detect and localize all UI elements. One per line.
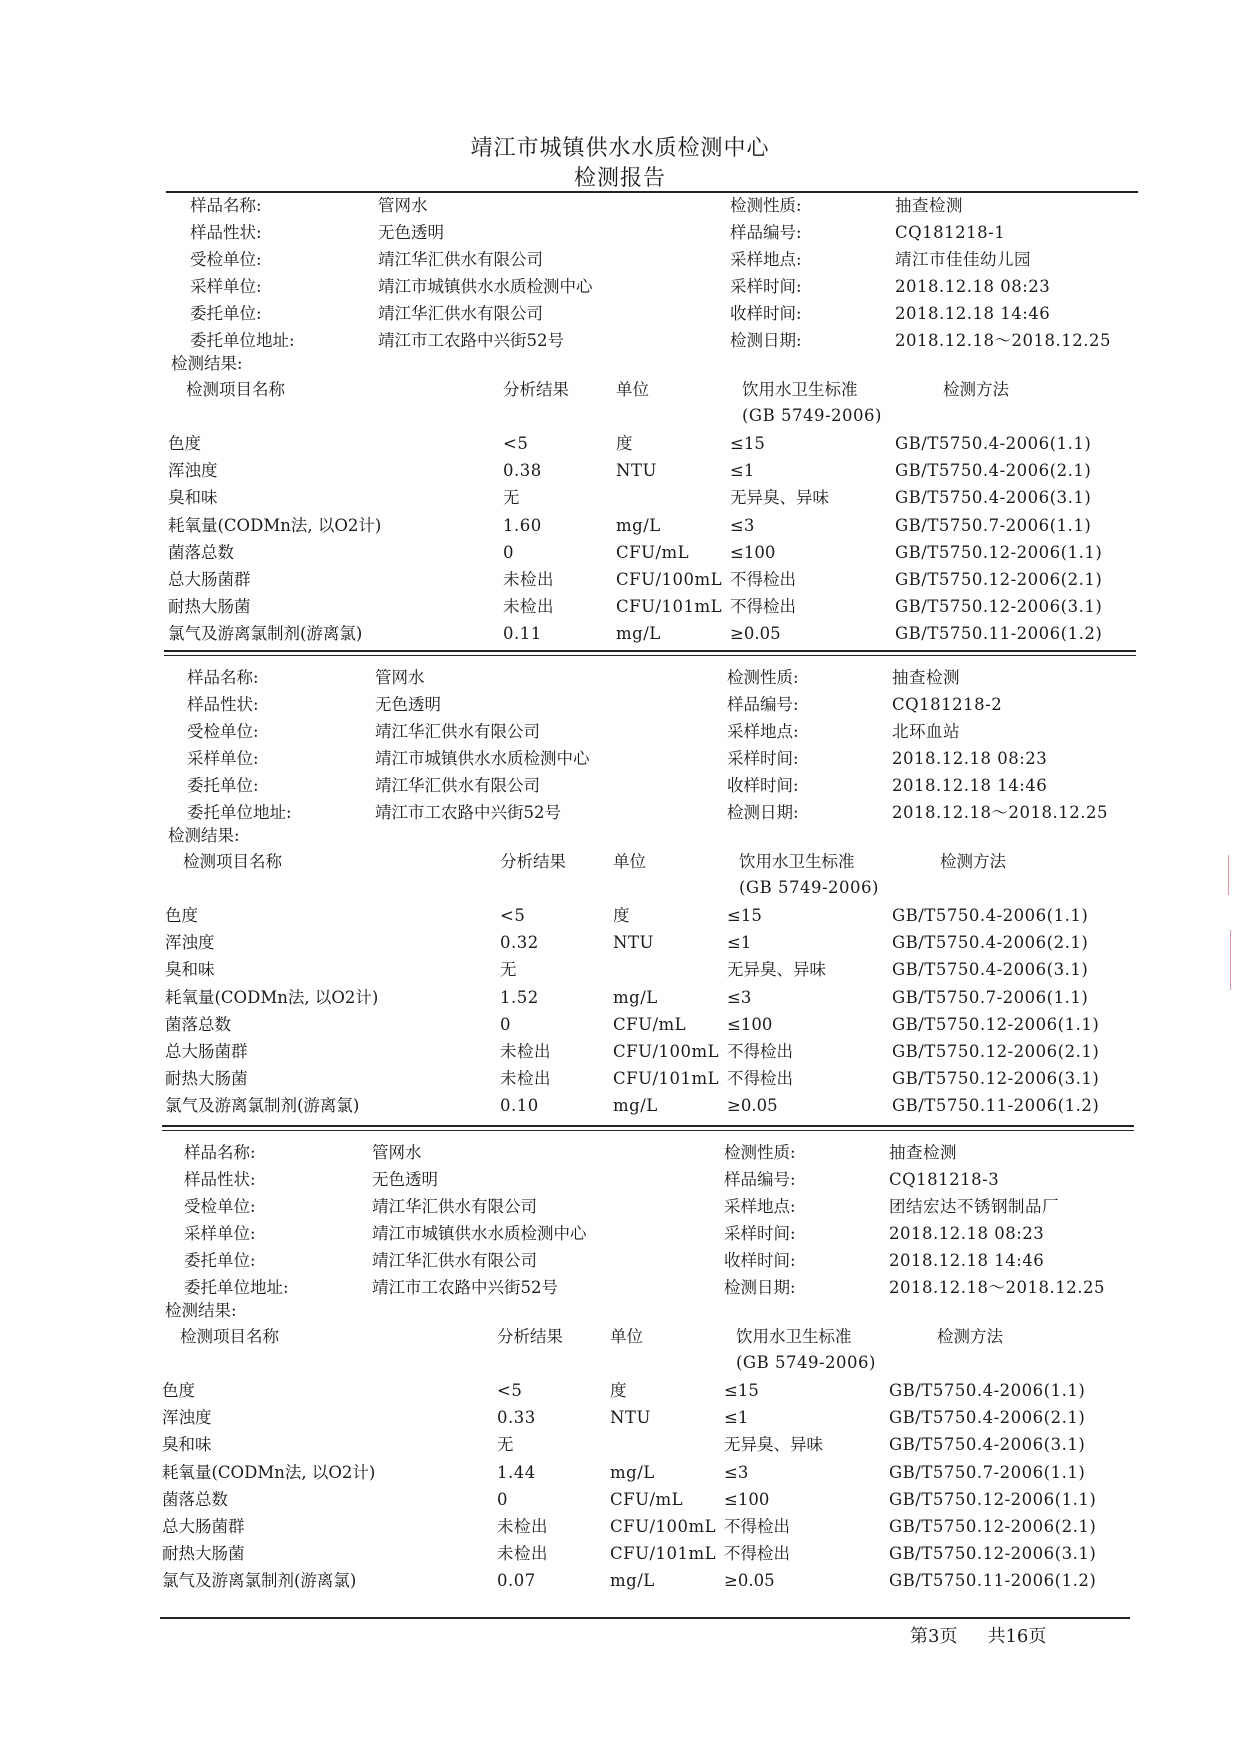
row-item: 浑浊度 (168, 461, 218, 480)
row-method: GB/T5750.12-2006(2.1) (889, 1517, 1097, 1536)
client-unit-label: 委托单位: (187, 776, 259, 795)
col-header-standard: 饮用水卫生标准 (736, 1327, 852, 1346)
sampling-unit-label: 采样单位: (190, 277, 262, 296)
top-rule (166, 191, 1138, 193)
sampling-time-value: 2018.12.18 08:23 (895, 277, 1051, 296)
row-item: 耗氧量(CODMn法, 以O2计) (168, 516, 382, 535)
row-unit: CFU/100mL (616, 570, 723, 589)
client-unit-label: 委托单位: (184, 1251, 256, 1270)
row-item: 色度 (168, 434, 201, 453)
row-result: 0.10 (500, 1096, 539, 1115)
row-unit: mg/L (613, 1096, 658, 1115)
row-standard: ≤15 (727, 906, 762, 925)
client-address-value: 靖江市工农路中兴街52号 (375, 803, 561, 822)
row-method: GB/T5750.4-2006(3.1) (895, 488, 1092, 507)
client-address-label: 委托单位地址: (184, 1278, 289, 1297)
row-method: GB/T5750.7-2006(1.1) (895, 516, 1092, 535)
row-item: 耗氧量(CODMn法, 以O2计) (162, 1463, 376, 1482)
row-method: GB/T5750.4-2006(1.1) (892, 906, 1089, 925)
row-item: 氯气及游离氯制剂(游离氯) (168, 624, 363, 643)
row-item: 菌落总数 (162, 1490, 228, 1509)
col-header-result: 分析结果 (500, 852, 566, 871)
sample-name-label: 样品名称: (187, 668, 259, 687)
sampling-site-label: 采样地点: (730, 250, 802, 269)
row-standard: ≤1 (727, 933, 752, 952)
sampling-site-label: 采样地点: (724, 1197, 796, 1216)
sampling-unit-label: 采样单位: (187, 749, 259, 768)
sample-trait-value: 无色透明 (375, 695, 441, 714)
test-nature-value: 抽查检测 (889, 1143, 957, 1162)
row-unit: NTU (613, 933, 654, 952)
row-unit: 度 (610, 1381, 627, 1400)
row-standard: ≤15 (724, 1381, 759, 1400)
row-result: 未检出 (497, 1517, 548, 1536)
col-header-unit: 单位 (613, 852, 646, 871)
row-standard: ≤15 (730, 434, 765, 453)
row-standard: 不得检出 (730, 597, 796, 616)
receiving-time-value: 2018.12.18 14:46 (892, 776, 1048, 795)
row-standard: ≤3 (724, 1463, 749, 1482)
row-item: 耐热大肠菌 (162, 1544, 245, 1563)
row-standard: ≤3 (730, 516, 755, 535)
row-method: GB/T5750.4-2006(1.1) (889, 1381, 1086, 1400)
row-result: 0 (503, 543, 514, 562)
sampling-unit-value: 靖江市城镇供水水质检测中心 (375, 749, 590, 768)
row-standard: ≥0.05 (727, 1096, 778, 1115)
receiving-time-value: 2018.12.18 14:46 (895, 304, 1051, 323)
row-method: GB/T5750.12-2006(1.1) (895, 543, 1103, 562)
row-unit: mg/L (616, 516, 661, 535)
row-item: 耗氧量(CODMn法, 以O2计) (165, 988, 379, 1007)
test-nature-label: 检测性质: (724, 1143, 796, 1162)
row-result: 0.33 (497, 1408, 536, 1427)
row-method: GB/T5750.4-2006(1.1) (895, 434, 1092, 453)
row-method: GB/T5750.11-2006(1.2) (892, 1096, 1100, 1115)
sampling-site-value: 北环血站 (892, 722, 960, 741)
row-standard: 无异臭、异味 (727, 960, 826, 979)
page-number: 第3页 (910, 1626, 958, 1647)
row-method: GB/T5750.12-2006(3.1) (889, 1544, 1097, 1563)
row-result: 未检出 (497, 1544, 548, 1563)
sampling-unit-value: 靖江市城镇供水水质检测中心 (378, 277, 593, 296)
row-unit: CFU/101mL (616, 597, 723, 616)
sample-trait-label: 样品性状: (184, 1170, 256, 1189)
row-standard: ≤3 (727, 988, 752, 1007)
receiving-time-value: 2018.12.18 14:46 (889, 1251, 1045, 1270)
client-address-label: 委托单位地址: (187, 803, 292, 822)
col-header-item: 检测项目名称 (180, 1327, 279, 1346)
row-item: 色度 (165, 906, 198, 925)
row-standard: 无异臭、异味 (730, 488, 829, 507)
sample-no-label: 样品编号: (727, 695, 799, 714)
col-header-item: 检测项目名称 (183, 852, 282, 871)
row-result: 0 (500, 1015, 511, 1034)
receiving-time-label: 收样时间: (724, 1251, 796, 1270)
client-unit-label: 委托单位: (190, 304, 262, 323)
row-result: 0.07 (497, 1571, 536, 1590)
col-header-result: 分析结果 (503, 380, 569, 399)
sampling-site-label: 采样地点: (727, 722, 799, 741)
col-header-method: 检测方法 (943, 380, 1009, 399)
inspected-unit-label: 受检单位: (190, 250, 262, 269)
row-result: 未检出 (500, 1042, 551, 1061)
row-item: 色度 (162, 1381, 195, 1400)
col-header-standard-ref: (GB 5749-2006) (742, 406, 882, 425)
row-item: 耐热大肠菌 (165, 1069, 248, 1088)
inspected-unit-value: 靖江华汇供水有限公司 (372, 1197, 537, 1216)
client-address-value: 靖江市工农路中兴街52号 (372, 1278, 558, 1297)
col-header-method: 检测方法 (940, 852, 1006, 871)
col-header-unit: 单位 (616, 380, 649, 399)
row-result: 未检出 (503, 570, 554, 589)
sample-name-label: 样品名称: (184, 1143, 256, 1162)
row-item: 臭和味 (162, 1435, 212, 1454)
sample-trait-label: 样品性状: (187, 695, 259, 714)
row-item: 总大肠菌群 (168, 570, 251, 589)
sampling-unit-label: 采样单位: (184, 1224, 256, 1243)
row-result: 未检出 (500, 1069, 551, 1088)
row-standard: ≤100 (730, 543, 776, 562)
col-header-method: 检测方法 (937, 1327, 1003, 1346)
report-org-title: 靖江市城镇供水水质检测中心 (470, 136, 770, 161)
sampling-time-label: 采样时间: (727, 749, 799, 768)
test-date-label: 检测日期: (727, 803, 799, 822)
row-result: 无 (497, 1435, 514, 1454)
sample-block-3 (162, 1143, 1147, 1608)
col-header-standard-ref: (GB 5749-2006) (736, 1353, 876, 1372)
row-item: 臭和味 (168, 488, 218, 507)
row-item: 总大肠菌群 (165, 1042, 248, 1061)
row-method: GB/T5750.4-2006(2.1) (889, 1408, 1086, 1427)
row-result: 无 (503, 488, 520, 507)
row-result: 0 (497, 1490, 508, 1509)
sample-no-value: CQ181218-1 (895, 223, 1006, 242)
report-title: 检测报告 (573, 166, 666, 191)
row-standard: 不得检出 (727, 1042, 793, 1061)
row-standard: 不得检出 (727, 1069, 793, 1088)
sampling-time-value: 2018.12.18 08:23 (889, 1224, 1045, 1243)
row-method: GB/T5750.12-2006(2.1) (895, 570, 1103, 589)
row-standard: ≥0.05 (730, 624, 781, 643)
col-header-unit: 单位 (610, 1327, 643, 1346)
sample-no-value: CQ181218-2 (892, 695, 1003, 714)
results-label: 检测结果: (165, 1301, 237, 1320)
row-unit: NTU (616, 461, 657, 480)
sample-trait-value: 无色透明 (372, 1170, 438, 1189)
test-nature-value: 抽查检测 (895, 196, 963, 215)
row-unit: CFU/101mL (613, 1069, 720, 1088)
col-header-standard: 饮用水卫生标准 (739, 852, 855, 871)
row-method: GB/T5750.7-2006(1.1) (889, 1463, 1086, 1482)
sampling-unit-value: 靖江市城镇供水水质检测中心 (372, 1224, 587, 1243)
row-standard: 无异臭、异味 (724, 1435, 823, 1454)
row-unit: mg/L (613, 988, 658, 1007)
row-unit: CFU/100mL (610, 1517, 717, 1536)
sampling-time-label: 采样时间: (730, 277, 802, 296)
row-unit: CFU/mL (610, 1490, 684, 1509)
row-unit: CFU/101mL (610, 1544, 717, 1563)
results-label: 检测结果: (168, 826, 240, 845)
sampling-time-value: 2018.12.18 08:23 (892, 749, 1048, 768)
results-label: 检测结果: (171, 354, 243, 373)
sample-block-1 (168, 196, 1153, 661)
row-standard: ≤100 (724, 1490, 770, 1509)
col-header-result: 分析结果 (497, 1327, 563, 1346)
row-unit: CFU/mL (616, 543, 690, 562)
scan-mark (1228, 855, 1229, 895)
row-result: 0.11 (503, 624, 542, 643)
inspected-unit-label: 受检单位: (187, 722, 259, 741)
test-nature-label: 检测性质: (730, 196, 802, 215)
row-standard: 不得检出 (730, 570, 796, 589)
sampling-time-label: 采样时间: (724, 1224, 796, 1243)
test-nature-value: 抽查检测 (892, 668, 960, 687)
row-method: GB/T5750.11-2006(1.2) (889, 1571, 1097, 1590)
sampling-site-value: 团结宏达不锈钢制品厂 (889, 1197, 1059, 1216)
sample-name-label: 样品名称: (190, 196, 262, 215)
client-unit-value: 靖江华汇供水有限公司 (378, 304, 543, 323)
row-item: 菌落总数 (168, 543, 234, 562)
row-unit: 度 (613, 906, 630, 925)
row-result: 无 (500, 960, 517, 979)
page-total: 共16页 (987, 1626, 1047, 1647)
row-method: GB/T5750.4-2006(3.1) (889, 1435, 1086, 1454)
sample-name-value: 管网水 (372, 1143, 422, 1162)
row-method: GB/T5750.7-2006(1.1) (892, 988, 1089, 1007)
row-item: 浑浊度 (162, 1408, 212, 1427)
row-method: GB/T5750.4-2006(3.1) (892, 960, 1089, 979)
sample-no-label: 样品编号: (730, 223, 802, 242)
row-standard: 不得检出 (724, 1544, 790, 1563)
row-method: GB/T5750.11-2006(1.2) (895, 624, 1103, 643)
client-unit-value: 靖江华汇供水有限公司 (372, 1251, 537, 1270)
sample-no-label: 样品编号: (724, 1170, 796, 1189)
row-method: GB/T5750.12-2006(1.1) (892, 1015, 1100, 1034)
sample-trait-label: 样品性状: (190, 223, 262, 242)
row-item: 菌落总数 (165, 1015, 231, 1034)
row-result: 0.38 (503, 461, 542, 480)
test-date-value: 2018.12.18～2018.12.25 (889, 1278, 1105, 1297)
test-date-value: 2018.12.18～2018.12.25 (892, 803, 1108, 822)
client-unit-value: 靖江华汇供水有限公司 (375, 776, 540, 795)
bottom-rule (160, 1617, 1130, 1619)
row-method: GB/T5750.12-2006(1.1) (889, 1490, 1097, 1509)
sampling-site-value: 靖江市佳佳幼儿园 (895, 250, 1031, 269)
sample-name-value: 管网水 (378, 196, 428, 215)
inspected-unit-label: 受检单位: (184, 1197, 256, 1216)
col-header-standard-ref: (GB 5749-2006) (739, 878, 879, 897)
col-header-standard: 饮用水卫生标准 (742, 380, 858, 399)
test-nature-label: 检测性质: (727, 668, 799, 687)
row-unit: mg/L (610, 1463, 655, 1482)
row-unit: CFU/100mL (613, 1042, 720, 1061)
row-method: GB/T5750.4-2006(2.1) (895, 461, 1092, 480)
row-unit: NTU (610, 1408, 651, 1427)
row-method: GB/T5750.12-2006(3.1) (895, 597, 1103, 616)
row-result: 未检出 (503, 597, 554, 616)
col-header-item: 检测项目名称 (186, 380, 285, 399)
row-unit: mg/L (610, 1571, 655, 1590)
row-result: 0.32 (500, 933, 539, 952)
row-unit: CFU/mL (613, 1015, 687, 1034)
inspected-unit-value: 靖江华汇供水有限公司 (375, 722, 540, 741)
row-item: 臭和味 (165, 960, 215, 979)
test-date-label: 检测日期: (724, 1278, 796, 1297)
row-standard: ≤100 (727, 1015, 773, 1034)
row-item: 耐热大肠菌 (168, 597, 251, 616)
sample-name-value: 管网水 (375, 668, 425, 687)
row-unit: mg/L (616, 624, 661, 643)
sample-trait-value: 无色透明 (378, 223, 444, 242)
sample-no-value: CQ181218-3 (889, 1170, 1000, 1189)
row-result: 1.60 (503, 516, 542, 535)
test-date-value: 2018.12.18～2018.12.25 (895, 331, 1111, 350)
row-standard: ≤1 (724, 1408, 749, 1427)
inspected-unit-value: 靖江华汇供水有限公司 (378, 250, 543, 269)
test-date-label: 检测日期: (730, 331, 802, 350)
row-result: 1.52 (500, 988, 539, 1007)
scan-mark (1230, 930, 1231, 990)
row-standard: ≤1 (730, 461, 755, 480)
client-address-label: 委托单位地址: (190, 331, 295, 350)
row-method: GB/T5750.12-2006(3.1) (892, 1069, 1100, 1088)
row-unit: 度 (616, 434, 633, 453)
row-method: GB/T5750.4-2006(2.1) (892, 933, 1089, 952)
row-item: 氯气及游离氯制剂(游离氯) (162, 1571, 357, 1590)
row-result: <5 (503, 434, 529, 453)
row-method: GB/T5750.12-2006(2.1) (892, 1042, 1100, 1061)
client-address-value: 靖江市工农路中兴街52号 (378, 331, 564, 350)
sample-block-2 (165, 668, 1150, 1133)
row-standard: 不得检出 (724, 1517, 790, 1536)
row-result: <5 (497, 1381, 523, 1400)
row-item: 氯气及游离氯制剂(游离氯) (165, 1096, 360, 1115)
receiving-time-label: 收样时间: (727, 776, 799, 795)
receiving-time-label: 收样时间: (730, 304, 802, 323)
row-item: 总大肠菌群 (162, 1517, 245, 1536)
page-footer (910, 1622, 1076, 1648)
row-result: <5 (500, 906, 526, 925)
row-result: 1.44 (497, 1463, 536, 1482)
row-standard: ≥0.05 (724, 1571, 775, 1590)
row-item: 浑浊度 (165, 933, 215, 952)
